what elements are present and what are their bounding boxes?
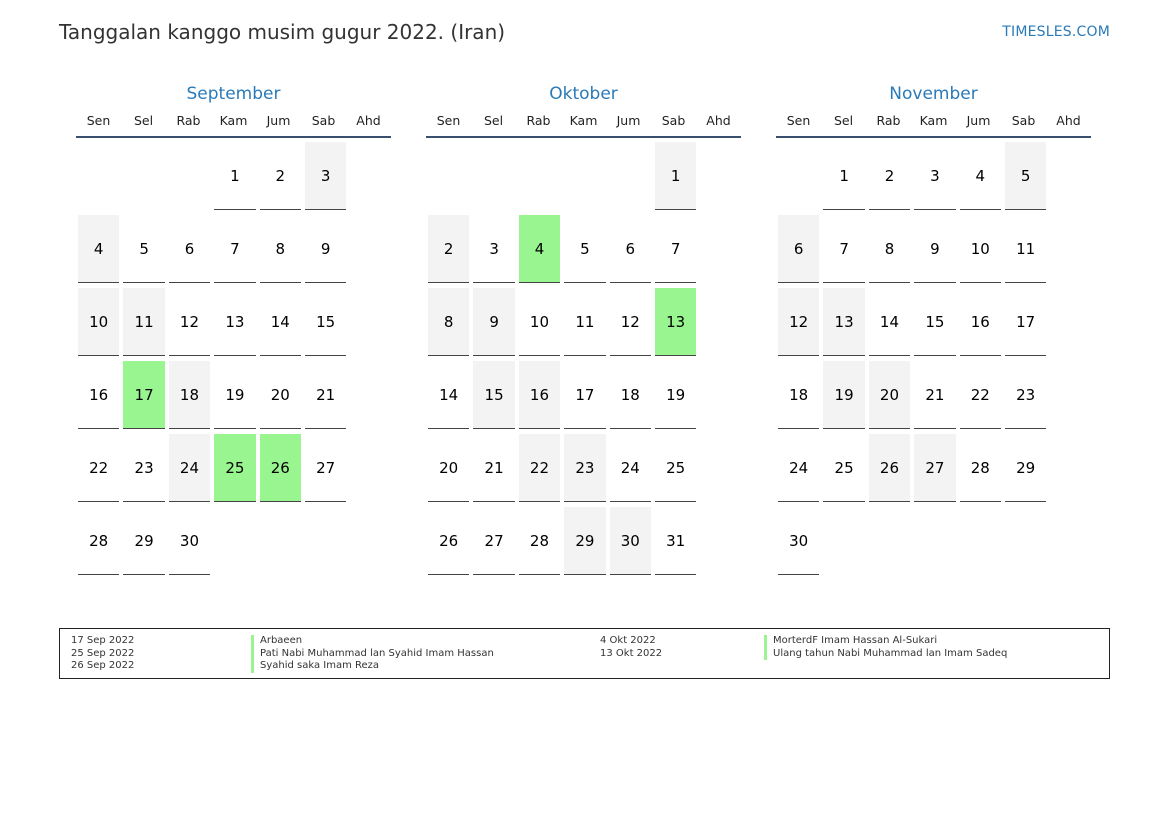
legend-holiday-name: Syahid saka Imam Reza: [251, 660, 494, 673]
legend-date: 25 Sep 2022: [71, 647, 135, 659]
day-cell: 8: [428, 288, 469, 356]
empty-cell: [428, 142, 469, 210]
month-september: [76, 82, 391, 580]
day-cell: 28: [78, 507, 119, 575]
weekday-label: Sab: [311, 113, 336, 128]
day-cell: 27: [305, 434, 346, 502]
empty-cell: [123, 142, 164, 210]
day-cell: 23: [564, 434, 605, 502]
weekday-label: Ahd: [1056, 113, 1081, 128]
day-cell: 5: [564, 215, 605, 283]
holiday-day-cell: 13: [655, 288, 696, 356]
day-cell: 29: [564, 507, 605, 575]
weekday-label: Jum: [616, 113, 641, 128]
weekday-header: [426, 114, 741, 138]
day-cell: 5: [1005, 142, 1046, 210]
holiday-day-cell: 4: [519, 215, 560, 283]
day-cell: 2: [428, 215, 469, 283]
day-cell: 10: [78, 288, 119, 356]
day-cell: 9: [305, 215, 346, 283]
weekday-label: Jum: [966, 113, 991, 128]
weekday-label: Ahd: [356, 113, 381, 128]
weekday-label: Kam: [219, 113, 248, 128]
day-cell: 19: [655, 361, 696, 429]
day-cell: 9: [914, 215, 955, 283]
month-name: November: [889, 84, 978, 104]
day-cell: 3: [914, 142, 955, 210]
day-cell: 15: [914, 288, 955, 356]
day-cell: 8: [869, 215, 910, 283]
legend-dates-col-2: [600, 635, 662, 660]
day-cell: 10: [960, 215, 1001, 283]
day-cell: 12: [610, 288, 651, 356]
day-cell: 30: [169, 507, 210, 575]
day-cell: 18: [169, 361, 210, 429]
weekday-label: Sel: [133, 113, 154, 128]
day-cell: 13: [214, 288, 255, 356]
day-cell: 12: [778, 288, 819, 356]
day-cell: 15: [473, 361, 514, 429]
weekday-label: Rab: [176, 113, 201, 128]
day-cell: 28: [519, 507, 560, 575]
empty-cell: [778, 142, 819, 210]
day-cell: 15: [305, 288, 346, 356]
day-cell: 11: [123, 288, 164, 356]
day-cell: 20: [260, 361, 301, 429]
weekday-label: Sen: [786, 113, 811, 128]
day-cell: 20: [428, 434, 469, 502]
day-cell: 23: [123, 434, 164, 502]
day-cell: 1: [823, 142, 864, 210]
weekday-label: Jum: [266, 113, 291, 128]
weekday-header: [776, 114, 1091, 138]
legend-holiday-name: MorterdF Imam Hassan Al-Sukari: [764, 635, 1007, 648]
month-name: September: [186, 84, 281, 104]
day-cell: 4: [78, 215, 119, 283]
legend-date: 26 Sep 2022: [71, 660, 135, 671]
day-cell: 7: [823, 215, 864, 283]
day-cell: 30: [778, 507, 819, 575]
day-cell: 9: [473, 288, 514, 356]
weekday-label: Sab: [661, 113, 686, 128]
holiday-day-cell: 17: [123, 361, 164, 429]
legend-holiday-name: Ulang tahun Nabi Muhammad lan Imam Sadeq: [764, 648, 1007, 661]
day-cell: 31: [655, 507, 696, 575]
day-cell: 3: [473, 215, 514, 283]
legend-dates-col-1: [71, 635, 134, 673]
day-cell: 27: [473, 507, 514, 575]
day-cell: 26: [869, 434, 910, 502]
day-cell: 10: [519, 288, 560, 356]
day-grid: [426, 142, 741, 580]
legend-names-col-1: [251, 635, 494, 673]
day-cell: 21: [473, 434, 514, 502]
day-cell: 2: [869, 142, 910, 210]
day-cell: 16: [519, 361, 560, 429]
day-cell: 11: [564, 288, 605, 356]
day-cell: 14: [869, 288, 910, 356]
day-cell: 12: [169, 288, 210, 356]
day-cell: 5: [123, 215, 164, 283]
day-cell: 26: [428, 507, 469, 575]
page-title: Tanggalan kanggo musim gugur 2022. (Iran): [59, 20, 506, 44]
day-cell: 22: [519, 434, 560, 502]
holiday-day-cell: 26: [260, 434, 301, 502]
day-cell: 6: [610, 215, 651, 283]
weekday-header: [76, 114, 391, 138]
day-cell: 1: [214, 142, 255, 210]
day-cell: 7: [214, 215, 255, 283]
day-cell: 27: [914, 434, 955, 502]
weekday-label: Sel: [833, 113, 854, 128]
weekday-label: Sen: [86, 113, 111, 128]
day-cell: 29: [1005, 434, 1046, 502]
day-cell: 6: [778, 215, 819, 283]
day-cell: 17: [1005, 288, 1046, 356]
day-cell: 6: [169, 215, 210, 283]
legend-holiday-name: Pati Nabi Muhammad lan Syahid Imam Hassan: [251, 648, 494, 661]
day-cell: 18: [778, 361, 819, 429]
day-grid: [76, 142, 391, 580]
day-cell: 19: [214, 361, 255, 429]
weekday-label: Kam: [919, 113, 948, 128]
day-cell: 16: [960, 288, 1001, 356]
day-grid: [776, 142, 1091, 580]
day-cell: 19: [823, 361, 864, 429]
weekday-label: Kam: [569, 113, 598, 128]
empty-cell: [519, 142, 560, 210]
day-cell: 13: [823, 288, 864, 356]
holiday-day-cell: 25: [214, 434, 255, 502]
day-cell: 25: [655, 434, 696, 502]
day-cell: 7: [655, 215, 696, 283]
empty-cell: [473, 142, 514, 210]
day-cell: 18: [610, 361, 651, 429]
day-cell: 22: [960, 361, 1001, 429]
empty-cell: [564, 142, 605, 210]
legend-holiday-name: Arbaeen: [251, 635, 494, 648]
weekday-label: Ahd: [706, 113, 731, 128]
day-cell: 25: [823, 434, 864, 502]
weekday-label: Sab: [1011, 113, 1036, 128]
month-november: [776, 82, 1091, 580]
day-cell: 30: [610, 507, 651, 575]
day-cell: 1: [655, 142, 696, 210]
day-cell: 20: [869, 361, 910, 429]
day-cell: 2: [260, 142, 301, 210]
day-cell: 8: [260, 215, 301, 283]
day-cell: 14: [260, 288, 301, 356]
day-cell: 3: [305, 142, 346, 210]
day-cell: 21: [305, 361, 346, 429]
day-cell: 17: [564, 361, 605, 429]
day-cell: 28: [960, 434, 1001, 502]
weekday-label: Sel: [483, 113, 504, 128]
day-cell: 24: [610, 434, 651, 502]
day-cell: 16: [78, 361, 119, 429]
day-cell: 21: [914, 361, 955, 429]
day-cell: 4: [960, 142, 1001, 210]
month-name: Oktober: [549, 84, 618, 104]
weekday-label: Rab: [526, 113, 551, 128]
legend-date: 13 Okt 2022: [600, 647, 663, 659]
day-cell: 24: [169, 434, 210, 502]
legend-names-col-2: [764, 635, 1007, 660]
day-cell: 24: [778, 434, 819, 502]
day-cell: 23: [1005, 361, 1046, 429]
empty-cell: [78, 142, 119, 210]
brand-link[interactable]: TIMESLES.COM: [1002, 24, 1110, 40]
empty-cell: [610, 142, 651, 210]
day-cell: 29: [123, 507, 164, 575]
weekday-label: Rab: [876, 113, 901, 128]
month-oktober: [426, 82, 741, 580]
legend-date: 17 Sep 2022: [71, 635, 135, 646]
day-cell: 11: [1005, 215, 1046, 283]
holiday-legend: [59, 628, 1110, 679]
weekday-label: Sen: [436, 113, 461, 128]
day-cell: 22: [78, 434, 119, 502]
day-cell: 14: [428, 361, 469, 429]
empty-cell: [169, 142, 210, 210]
legend-date: 4 Okt 2022: [600, 635, 656, 646]
